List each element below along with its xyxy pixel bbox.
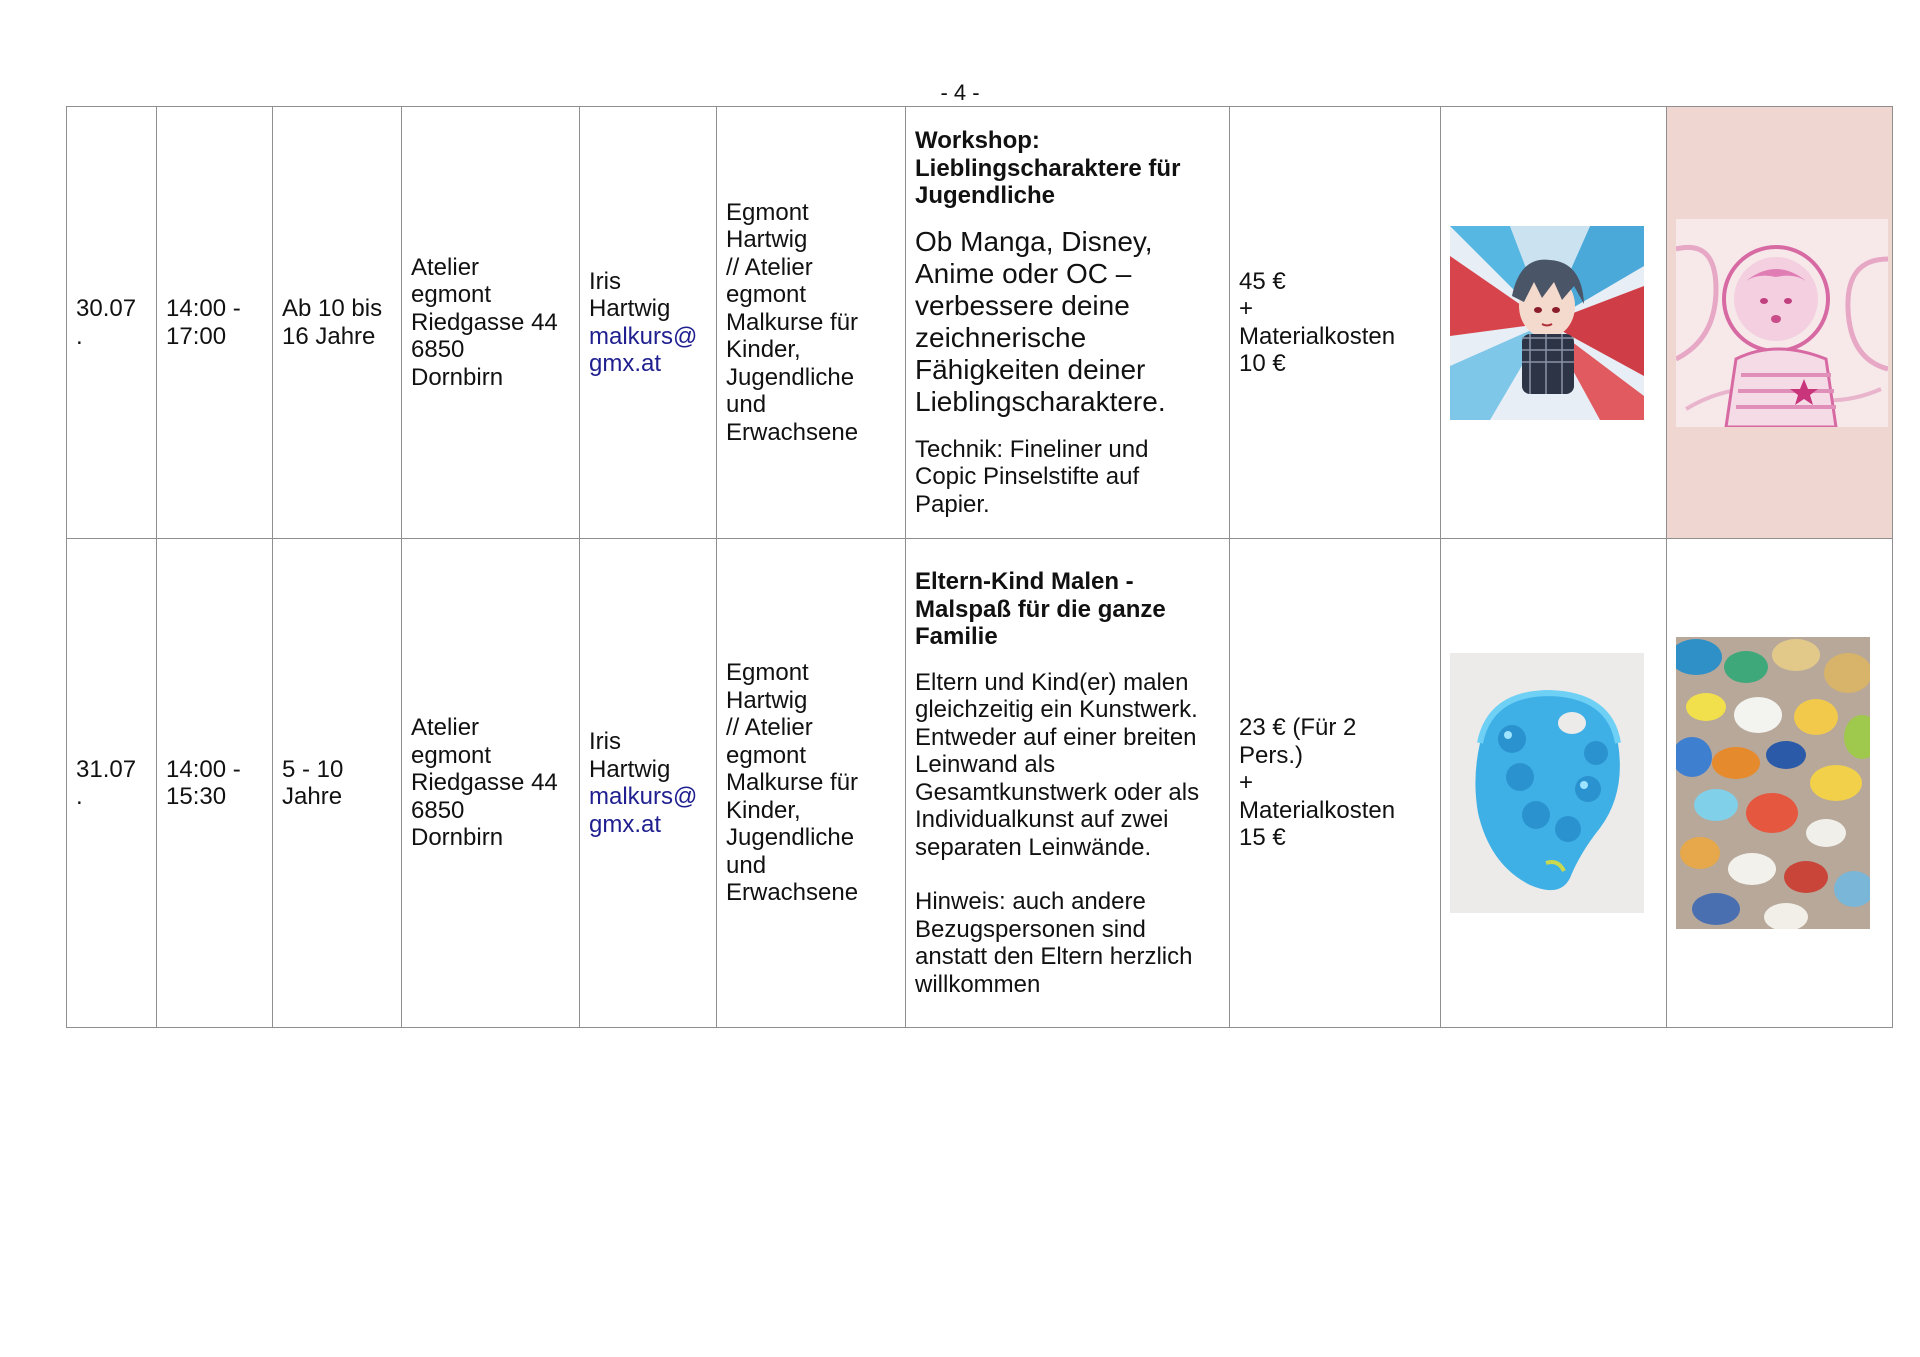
organizer-cell xyxy=(717,539,906,1028)
course-title: Workshop: Lieblingscharaktere für Jugendliche xyxy=(915,127,1181,209)
course-note-text: Hinweis: auch andere Bezugspersonen sind anstatt den Eltern herzlich willkommen xyxy=(915,888,1193,998)
course-title: Eltern-Kind Malen - Malspaß für die ganze Familie xyxy=(915,568,1166,650)
pink-astronaut-image xyxy=(1676,219,1888,427)
time-text: 14:00 - 17:00 xyxy=(166,295,241,350)
contact-email-link[interactable]: malkurs@ gmx.at xyxy=(589,322,698,377)
course-lead-text: Ob Manga, Disney, Anime oder OC – verbessere deine zeichnerische Fähigkeiten deiner Lieblingscharaktere. xyxy=(915,225,1166,417)
time-cell xyxy=(157,539,273,1028)
table-row xyxy=(67,107,1893,539)
time-text: 14:00 - 15:30 xyxy=(166,755,241,810)
location-text: Atelier egmont Riedgasse 44 6850 Dornbirn xyxy=(411,253,558,391)
contact-cell xyxy=(580,107,717,539)
table-row xyxy=(67,539,1893,1028)
age-cell xyxy=(273,539,402,1028)
organizer-text: Egmont Hartwig // Atelier egmont Malkurse für Kinder, Jugendliche und Erwachsene xyxy=(726,198,859,446)
page-number: - 4 - xyxy=(940,80,980,105)
anime-character-image xyxy=(1450,226,1644,420)
location-cell xyxy=(402,107,580,539)
time-cell xyxy=(157,107,273,539)
price-cell xyxy=(1230,107,1441,539)
image-cell xyxy=(1441,539,1667,1028)
organizer-text: Egmont Hartwig // Atelier egmont Malkurse für Kinder, Jugendliche und Erwachsene xyxy=(726,659,859,907)
paint-smears-image xyxy=(1676,637,1870,929)
contact-cell xyxy=(580,539,717,1028)
date-cell xyxy=(67,539,157,1028)
location-cell xyxy=(402,539,580,1028)
age-text: Ab 10 bis 16 Jahre xyxy=(282,295,383,350)
image-cell xyxy=(1667,539,1893,1028)
description-cell xyxy=(906,107,1230,539)
date-cell xyxy=(67,107,157,539)
course-schedule-table xyxy=(66,106,1893,1028)
price-text: 45 € + Materialkosten 10 € xyxy=(1239,267,1396,377)
contact-email-link[interactable]: malkurs@ gmx.at xyxy=(589,783,698,838)
price-cell xyxy=(1230,539,1441,1028)
course-technique-text: Technik: Fineliner und Copic Pinselstifte auf Papier. xyxy=(915,435,1149,518)
image-cell xyxy=(1441,107,1667,539)
description-cell xyxy=(906,539,1230,1028)
location-text: Atelier egmont Riedgasse 44 6850 Dornbirn xyxy=(411,714,558,852)
blue-palette-image xyxy=(1450,653,1644,913)
course-body-text: Eltern und Kind(er) malen gleichzeitig ein Kunstwerk. Entweder auf einer breiten Leinwand als Gesamtkunstwerk oder als Individualkunst auf zwei separaten Leinwände. xyxy=(915,668,1200,861)
age-cell xyxy=(273,107,402,539)
price-text: 23 € (Für 2 Pers.) + Materialkosten 15 € xyxy=(1239,714,1396,852)
date-text: 30.07 . xyxy=(76,295,137,350)
organizer-cell xyxy=(717,107,906,539)
contact-name: Iris Hartwig xyxy=(589,267,671,322)
age-text: 5 - 10 Jahre xyxy=(282,755,344,810)
date-text: 31.07 . xyxy=(76,755,137,810)
contact-name: Iris Hartwig xyxy=(589,728,671,783)
image-cell xyxy=(1667,107,1893,539)
